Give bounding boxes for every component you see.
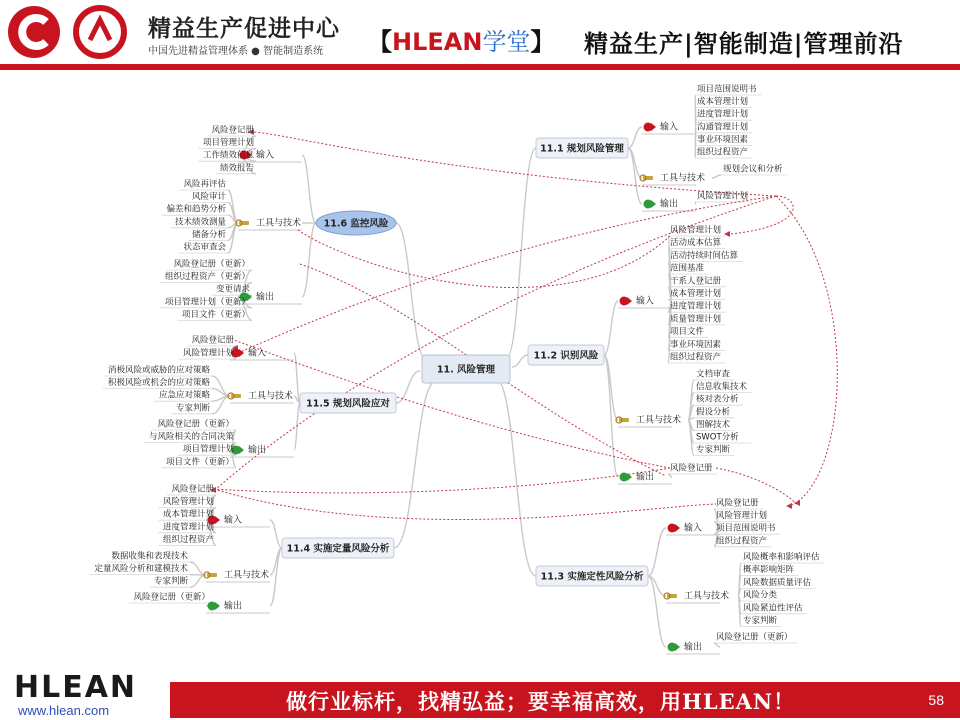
- connector: [396, 371, 420, 403]
- hub-11-5-tools: 工具与技术: [248, 391, 294, 402]
- output-marker-icon: [644, 200, 657, 209]
- hub-11-1-input-item: 事业环境因素: [697, 134, 749, 145]
- hub-11-6-tools-item: 技术绩效测量: [174, 217, 226, 228]
- connector: [648, 528, 666, 576]
- connector: [270, 548, 282, 606]
- hub-11-3-tools-item: 风险分类: [743, 590, 778, 601]
- hub-11-3-tools-item: 风险数据质量评估: [743, 577, 812, 588]
- academy-hlean: HLEAN: [392, 28, 483, 56]
- hub-11-5-output-item: 项目文件（更新）: [165, 457, 234, 468]
- hub-11-6-tools-item: 风险审计: [191, 192, 226, 203]
- hub-11-3-input-item: 风险管理计划: [716, 511, 768, 522]
- hub-11-1-input-item: 进度管理计划: [697, 109, 749, 120]
- connector: [302, 223, 316, 297]
- hub-11-2-output: 输出: [636, 472, 655, 483]
- connector: [190, 562, 206, 575]
- hub-11-5-output-item: 项目管理计划: [182, 444, 234, 455]
- hub-11-2-input-item: 进度管理计划: [670, 301, 722, 312]
- hub-11-4-tools-item: 数据收集和表现技术: [111, 551, 188, 562]
- hub-11-2-tools-item: 专家判断: [696, 445, 731, 456]
- header-divider: [0, 64, 960, 70]
- hub-11-2-tools: 工具与技术: [636, 415, 682, 426]
- hub-11-5-input-item: 风险登记册: [191, 335, 234, 346]
- hlean-academy-label: [368, 22, 554, 57]
- hub-11-5-tools-item: 消极风险或威胁的应对策略: [107, 365, 210, 376]
- connector: [695, 202, 696, 204]
- hub-11-2-tools-item: 图解技术: [696, 419, 731, 430]
- hub-11-4-input-item: 风险管理计划: [162, 497, 214, 508]
- hub-11-6-tools-item: 储备分析: [191, 229, 226, 240]
- hub-11-1-input-item: 项目范围说明书: [697, 84, 757, 95]
- connector: [506, 148, 536, 359]
- link-arrow-icon: [794, 500, 800, 506]
- footer-hlean-logo: HLEAN: [14, 670, 138, 705]
- link-arrow-icon: [786, 503, 792, 509]
- hub-11-4-tools-item: 定量风险分析和建模技术: [94, 564, 188, 575]
- hub-11-3-input: 输入: [684, 523, 703, 534]
- hub-11-2-tools-item: 假设分析: [696, 407, 731, 418]
- connector: [294, 403, 300, 450]
- hub-11-6-output-item: 组织过程资产（更新）: [164, 272, 250, 283]
- output-marker-icon: [668, 643, 681, 652]
- hub-11-6-input-item: 工作绩效信息: [202, 150, 254, 161]
- hub-11-2-input-item: 项目文件: [670, 327, 705, 338]
- hub-11-5[interactable]: [300, 393, 396, 413]
- page-number: 58: [928, 692, 944, 708]
- hub-11-3-output-item: 风险登记册（更新）: [716, 632, 793, 643]
- connector: [396, 223, 426, 359]
- hub-11-6-tools-item: 偏差和趋势分析: [166, 204, 226, 215]
- hub-11-6-label: 11.6 监控风险: [323, 218, 389, 230]
- center-node[interactable]: [422, 355, 510, 383]
- dependency-link: [214, 468, 670, 493]
- hub-11-4-input-item: 风险登记册: [171, 484, 214, 495]
- hub-11-3-tools: 工具与技术: [684, 591, 730, 602]
- hub-11-1-input-item: 沟通管理计划: [697, 122, 749, 133]
- hub-11-4[interactable]: [282, 538, 394, 558]
- hub-11-4-input-item: 成本管理计划: [162, 509, 214, 520]
- hub-11-5-output-item: 与风险相关的合同决策: [148, 432, 234, 443]
- hub-11-4-input-item: 组织过程资产: [162, 534, 214, 545]
- hub-11-3-tools-item: 概率影响矩阵: [743, 565, 795, 576]
- hub-11-2-input-item: 组织过程资产: [670, 352, 722, 363]
- footer-banner: [170, 682, 960, 718]
- hub-11-1[interactable]: [536, 138, 628, 158]
- hub-11-1-output-item: 风险管理计划: [697, 191, 749, 202]
- hub-11-6-output-item: 项目管理计划（更新）: [164, 297, 250, 308]
- hub-11-5-label: 11.5 规划风险应对: [306, 398, 390, 410]
- risk-management-mindmap: [0, 76, 960, 670]
- hub-11-2-tools-item: 信息收集技术: [696, 382, 748, 393]
- hub-11-5-input-item: 风险管理计划: [182, 348, 234, 359]
- connector: [190, 575, 206, 587]
- hub-11-2-input-item: 事业环境因素: [670, 339, 722, 350]
- connector: [712, 175, 721, 178]
- hub-11-2-label: 11.2 识别风险: [533, 350, 599, 362]
- hub-11-6-input-item: 风险登记册: [211, 125, 254, 136]
- output-marker-icon: [208, 602, 221, 611]
- hub-11-4-output: 输出: [224, 601, 243, 612]
- brand-c-logo-icon: [6, 4, 62, 60]
- hub-11-3-label: 11.3 实施定性风险分析: [540, 571, 644, 583]
- input-marker-icon: [620, 297, 633, 306]
- hub-11-5-tools-item: 应急应对策略: [158, 390, 210, 401]
- input-marker-icon: [668, 524, 681, 533]
- slide-header: [0, 0, 960, 62]
- hub-11-1-label: 11.1 规划风险管理: [540, 143, 624, 155]
- brand-title: 精益生产促进中心: [148, 16, 340, 42]
- connector: [496, 379, 536, 576]
- center-node-label: 11. 风险管理: [436, 364, 496, 376]
- hub-11-6-output-item: 变更请求: [215, 284, 250, 295]
- hub-11-3-input-item: 组织过程资产: [716, 536, 768, 547]
- hub-11-3-tools-item: 风险概率和影响评估: [743, 552, 820, 563]
- hub-11-2[interactable]: [528, 345, 604, 365]
- hub-11-5-input: 输入: [248, 348, 267, 359]
- connector: [714, 643, 720, 647]
- hub-11-2-input: 输入: [636, 296, 655, 307]
- hub-11-5-tools-item: 积极风险或机会的应对策略: [107, 378, 210, 389]
- brand-subtitle: 中国先进精益管理体系 ● 智能制造系统: [148, 46, 324, 57]
- hub-11-1-input-item: 成本管理计划: [697, 97, 749, 108]
- header-tagline: 精益生产|智能制造|管理前沿: [584, 30, 904, 58]
- hub-11-3-tools-item: 专家判断: [743, 616, 778, 626]
- hub-11-2-input-item: 活动成本估算: [670, 238, 722, 249]
- hub-11-2-output-item: 风险登记册: [670, 463, 713, 474]
- hub-11-6-input: 输入: [256, 150, 275, 161]
- slide-footer: [0, 672, 960, 720]
- hub-11-2-input-item: 活动持续时间估算: [670, 250, 739, 261]
- hub-11-1-input: 输入: [660, 122, 679, 133]
- footer-url-link[interactable]: www.hlean.com: [18, 703, 110, 718]
- connector: [668, 474, 672, 477]
- connector: [695, 120, 696, 127]
- hub-11-1-input-item: 组织过程资产: [697, 147, 749, 158]
- hub-11-1-tools: 工具与技术: [660, 173, 706, 184]
- hub-11-6-input-item: 项目管理计划: [202, 138, 254, 149]
- hub-11-4-input-item: 进度管理计划: [162, 522, 214, 533]
- hub-11-6-output-item: 风险登记册（更新）: [173, 259, 250, 270]
- hub-11-5-output: 输出: [248, 445, 267, 456]
- hub-11-4-output-item: 风险登记册（更新）: [133, 592, 210, 603]
- hub-11-2-tools-item: 核对表分析: [696, 394, 739, 405]
- mindmap-nodes: [94, 84, 820, 653]
- hub-11-2-input-item: 风险管理计划: [670, 225, 722, 236]
- brand-ring-logo-icon: [72, 4, 128, 60]
- bracket-open: 【: [368, 28, 392, 56]
- connector: [604, 301, 618, 355]
- hub-11-3-output: 输出: [684, 642, 703, 653]
- hub-11-2-tools-item: SWOT分析: [696, 432, 739, 443]
- hub-11-2-input-item: 成本管理计划: [670, 289, 722, 299]
- hub-11-4-tools: 工具与技术: [224, 570, 270, 581]
- connector: [302, 155, 316, 223]
- bracket-close: 】: [530, 28, 555, 56]
- academy-suffix: 学堂: [482, 28, 531, 56]
- dependency-link: [776, 196, 837, 505]
- hub-11-5-output-item: 风险登记册（更新）: [157, 419, 234, 430]
- connector: [294, 353, 300, 403]
- input-marker-icon: [644, 123, 657, 132]
- hub-11-6-tools-item: 风险再评估: [183, 179, 226, 190]
- dependency-link: [214, 489, 716, 519]
- connector: [695, 127, 696, 158]
- hub-11-3[interactable]: [536, 566, 648, 586]
- hub-11-2-tools-item: 文档审查: [696, 369, 731, 380]
- hub-11-6-output: 输出: [256, 292, 275, 303]
- connector: [270, 520, 282, 548]
- hub-11-2-input-item: 干系人登记册: [670, 276, 722, 287]
- hub-11-3-input-item: 项目范围说明书: [716, 523, 776, 534]
- hub-11-2-input-item: 质量管理计划: [670, 314, 722, 325]
- hub-11-3-tools-item: 风险紧迫性评估: [743, 603, 803, 614]
- hub-11-4-label: 11.4 实施定量风险分析: [286, 543, 390, 555]
- hub-11-6[interactable]: [316, 211, 396, 235]
- footer-slogan: 做行业标杆，找精弘益；要幸福高效，用HLEAN！: [286, 689, 796, 714]
- connector: [394, 381, 436, 548]
- hub-11-1-output: 输出: [660, 199, 679, 210]
- connector: [628, 127, 642, 148]
- dependency-link: [298, 230, 670, 288]
- connector: [512, 355, 528, 367]
- hub-11-6-output-item: 项目文件（更新）: [181, 309, 250, 320]
- hub-11-5-tools-item: 专家判断: [175, 403, 210, 414]
- hub-11-6-tools: 工具与技术: [256, 218, 302, 229]
- hub-11-4-input: 输入: [224, 515, 243, 526]
- hub-11-6-input-item: 绩效报告: [219, 163, 254, 174]
- hub-11-6-tools-item: 状态审查会: [183, 242, 226, 253]
- hub-11-2-input-item: 范围基准: [670, 263, 705, 274]
- hub-11-1-tools-item: 规划会议和分析: [723, 164, 783, 175]
- hub-11-3-input-item: 风险登记册: [716, 498, 759, 509]
- hub-11-4-tools-item: 专家判断: [153, 576, 188, 587]
